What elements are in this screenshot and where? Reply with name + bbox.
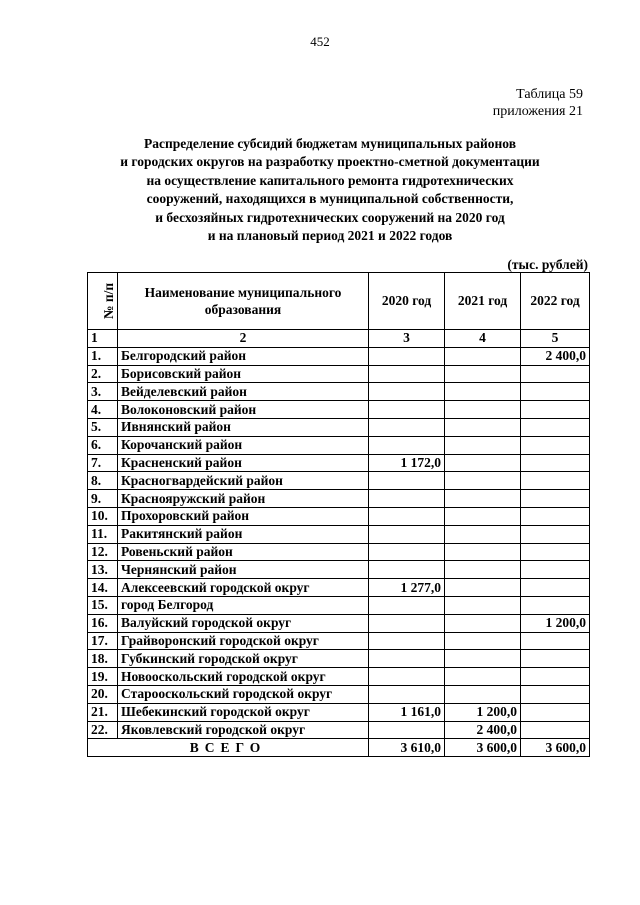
value-2020 xyxy=(369,418,445,436)
municipality-name: Красненский район xyxy=(118,454,369,472)
municipality-name: Вейделевский район xyxy=(118,383,369,401)
value-2022 xyxy=(521,721,590,739)
value-2022 xyxy=(521,472,590,490)
header-row-number xyxy=(88,273,118,330)
value-2021 xyxy=(445,454,521,472)
municipality-name: Борисовский район xyxy=(118,365,369,383)
table-row xyxy=(88,668,590,686)
value-2020 xyxy=(369,685,445,703)
value-2020 xyxy=(369,614,445,632)
value-2022 xyxy=(521,685,590,703)
table-row xyxy=(88,507,590,525)
value-2022: 2 400,0 xyxy=(521,347,590,365)
table-row xyxy=(88,596,590,614)
row-number: 19. xyxy=(88,668,118,686)
row-number: 8. xyxy=(88,472,118,490)
header-2022: 2022 год xyxy=(521,273,590,330)
value-2020 xyxy=(369,525,445,543)
value-2020: 1 161,0 xyxy=(369,703,445,721)
value-2021 xyxy=(445,490,521,508)
row-number: 7. xyxy=(88,454,118,472)
total-label: ВСЕГО xyxy=(88,739,369,757)
value-2022 xyxy=(521,383,590,401)
table-row xyxy=(88,703,590,721)
value-2020 xyxy=(369,721,445,739)
table-body xyxy=(88,347,590,739)
value-2022 xyxy=(521,543,590,561)
municipality-name: Белгородский район xyxy=(118,347,369,365)
table-ref-line-2: приложения 21 xyxy=(492,104,583,119)
value-2022 xyxy=(521,579,590,597)
value-2021 xyxy=(445,401,521,419)
table-ref-line-1: Таблица 59 xyxy=(516,87,583,102)
row-number: 10. xyxy=(88,507,118,525)
title-line: и городских округов на разработку проектно-сметной документации xyxy=(120,154,540,170)
value-2020 xyxy=(369,543,445,561)
header-row-number-text: № п/п xyxy=(101,282,117,320)
row-number: 3. xyxy=(88,383,118,401)
row-number: 2. xyxy=(88,365,118,383)
municipality-name: Ровеньский район xyxy=(118,543,369,561)
value-2020 xyxy=(369,436,445,454)
header-2021: 2021 год xyxy=(445,273,521,330)
units-label: (тыс. рублей) xyxy=(507,257,588,272)
column-number: 2 xyxy=(118,330,369,348)
total-2022: 3 600,0 xyxy=(521,739,590,757)
header-2020: 2020 год xyxy=(369,273,445,330)
total-row xyxy=(88,739,590,757)
total-2020: 3 610,0 xyxy=(369,739,445,757)
value-2021 xyxy=(445,579,521,597)
row-number: 22. xyxy=(88,721,118,739)
municipality-name: Ивнянский район xyxy=(118,418,369,436)
value-2020 xyxy=(369,490,445,508)
title-line: Распределение субсидий бюджетам муниципальных районов xyxy=(143,136,517,151)
value-2020 xyxy=(369,347,445,365)
row-number: 12. xyxy=(88,543,118,561)
row-number: 4. xyxy=(88,401,118,419)
table-row xyxy=(88,632,590,650)
value-2022 xyxy=(521,596,590,614)
table-row xyxy=(88,579,590,597)
value-2021 xyxy=(445,436,521,454)
value-2020: 1 277,0 xyxy=(369,579,445,597)
value-2020 xyxy=(369,507,445,525)
table-row xyxy=(88,490,590,508)
municipality-name: Ракитянский район xyxy=(118,525,369,543)
value-2020 xyxy=(369,472,445,490)
column-number-row xyxy=(88,330,590,348)
row-number: 6. xyxy=(88,436,118,454)
row-number: 9. xyxy=(88,490,118,508)
table-row xyxy=(88,721,590,739)
value-2021 xyxy=(445,347,521,365)
municipality-name: Губкинский городской округ xyxy=(118,650,369,668)
header-name: Наименование муниципального образования xyxy=(118,273,369,330)
title-line: сооружений, находящихся в муниципальной собственности, xyxy=(146,191,514,207)
value-2022 xyxy=(521,490,590,508)
row-number: 17. xyxy=(88,632,118,650)
value-2020 xyxy=(369,561,445,579)
table-row xyxy=(88,418,590,436)
value-2021 xyxy=(445,525,521,543)
total-2021: 3 600,0 xyxy=(445,739,521,757)
title-line: и бесхозяйных гидротехнических сооружений на 2020 год xyxy=(155,209,505,225)
value-2020 xyxy=(369,401,445,419)
value-2021 xyxy=(445,614,521,632)
value-2021: 2 400,0 xyxy=(445,721,521,739)
row-number: 20. xyxy=(88,685,118,703)
value-2022 xyxy=(521,632,590,650)
value-2020 xyxy=(369,632,445,650)
table-row xyxy=(88,454,590,472)
row-number: 1. xyxy=(88,347,118,365)
value-2022 xyxy=(521,703,590,721)
municipality-name: Чернянский район xyxy=(118,561,369,579)
value-2021 xyxy=(445,383,521,401)
table-row xyxy=(88,347,590,365)
value-2021 xyxy=(445,472,521,490)
table-row xyxy=(88,401,590,419)
value-2020 xyxy=(369,365,445,383)
value-2021 xyxy=(445,685,521,703)
table-row xyxy=(88,383,590,401)
value-2022 xyxy=(521,668,590,686)
value-2020 xyxy=(369,596,445,614)
value-2020 xyxy=(369,383,445,401)
document-title xyxy=(80,135,580,245)
municipality-name: Грайворонский городской округ xyxy=(118,632,369,650)
municipality-name: Валуйский городской округ xyxy=(118,614,369,632)
row-number: 18. xyxy=(88,650,118,668)
row-number: 21. xyxy=(88,703,118,721)
municipality-name: Новооскольский городской округ xyxy=(118,668,369,686)
municipality-name: Красногвардейский район xyxy=(118,472,369,490)
value-2022 xyxy=(521,365,590,383)
page-number: 452 xyxy=(310,34,330,49)
table-row xyxy=(88,685,590,703)
municipality-name: Алексеевский городской округ xyxy=(118,579,369,597)
subsidy-table xyxy=(87,272,590,757)
value-2022 xyxy=(521,507,590,525)
municipality-name: Волоконовский район xyxy=(118,401,369,419)
value-2021 xyxy=(445,668,521,686)
value-2020 xyxy=(369,668,445,686)
table-reference xyxy=(493,86,583,120)
table-row xyxy=(88,472,590,490)
municipality-name: Яковлевский городской округ xyxy=(118,721,369,739)
value-2022 xyxy=(521,561,590,579)
column-number: 3 xyxy=(369,330,445,348)
value-2021 xyxy=(445,365,521,383)
row-number: 16. xyxy=(88,614,118,632)
value-2021 xyxy=(445,507,521,525)
value-2021 xyxy=(445,561,521,579)
value-2022 xyxy=(521,418,590,436)
value-2022: 1 200,0 xyxy=(521,614,590,632)
row-number: 5. xyxy=(88,418,118,436)
value-2020 xyxy=(369,650,445,668)
table-row xyxy=(88,543,590,561)
municipality-name: Корочанский район xyxy=(118,436,369,454)
title-line: и на плановый период 2021 и 2022 годов xyxy=(207,228,453,244)
municipality-name: Прохоровский район xyxy=(118,507,369,525)
column-number: 1 xyxy=(88,330,118,348)
value-2021 xyxy=(445,596,521,614)
value-2022 xyxy=(521,525,590,543)
municipality-name: Старооскольский городской округ xyxy=(118,685,369,703)
value-2021 xyxy=(445,650,521,668)
value-2022 xyxy=(521,436,590,454)
municipality-name: Краснояружский район xyxy=(118,490,369,508)
value-2022 xyxy=(521,650,590,668)
value-2020: 1 172,0 xyxy=(369,454,445,472)
row-number: 14. xyxy=(88,579,118,597)
table-row xyxy=(88,614,590,632)
municipality-name: Шебекинский городской округ xyxy=(118,703,369,721)
value-2021: 1 200,0 xyxy=(445,703,521,721)
table-row xyxy=(88,561,590,579)
table-row xyxy=(88,650,590,668)
table-row xyxy=(88,365,590,383)
title-line: на осуществление капитального ремонта гидротехнических xyxy=(146,172,514,188)
header-row xyxy=(88,273,590,330)
value-2022 xyxy=(521,454,590,472)
column-number: 5 xyxy=(521,330,590,348)
row-number: 15. xyxy=(88,596,118,614)
table-row xyxy=(88,525,590,543)
column-number: 4 xyxy=(445,330,521,348)
table-row xyxy=(88,436,590,454)
value-2021 xyxy=(445,543,521,561)
row-number: 11. xyxy=(88,525,118,543)
municipality-name: город Белгород xyxy=(118,596,369,614)
row-number: 13. xyxy=(88,561,118,579)
value-2022 xyxy=(521,401,590,419)
value-2021 xyxy=(445,632,521,650)
value-2021 xyxy=(445,418,521,436)
